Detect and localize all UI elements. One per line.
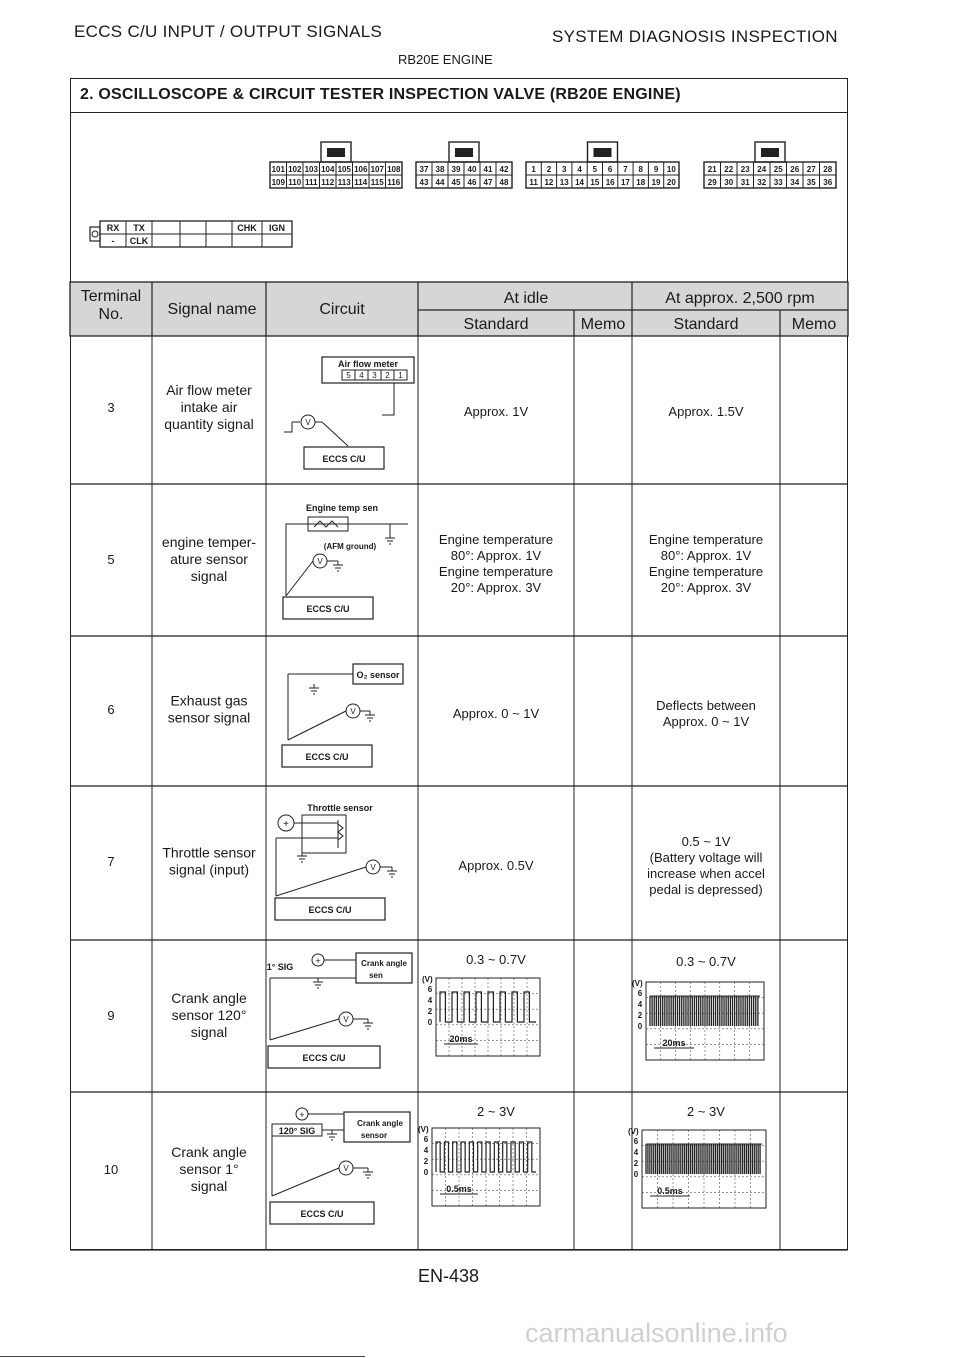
pin-label: 15	[590, 178, 600, 187]
signal-name: signal	[190, 1024, 228, 1040]
idle-standard: 0.3 ~ 0.7V	[466, 952, 526, 967]
scope-tick: 6	[633, 1137, 639, 1146]
signal-name: Crank angle	[171, 990, 247, 1006]
pin-label: 25	[773, 165, 783, 174]
pin-label: 40	[467, 165, 477, 174]
pin-label: 2	[546, 165, 552, 174]
pin-label: 12	[544, 178, 554, 187]
probe-wire	[288, 711, 346, 740]
check-pin-label: TX	[133, 223, 145, 233]
voltmeter-label: V	[317, 557, 323, 566]
pin-label: 48	[499, 178, 509, 187]
connector-tab-fill	[327, 148, 345, 157]
pin-label: 20	[666, 178, 676, 187]
pin-label: 1	[531, 165, 536, 174]
rpm-standard: (Battery voltage will	[649, 850, 763, 865]
connector-1-20	[526, 142, 679, 188]
terminal-no: 10	[103, 1162, 119, 1177]
plus-label: +	[283, 819, 289, 830]
section-title: 2. OSCILLOSCOPE & CIRCUIT TESTER INSPECTION VALVE (RB20E ENGINE)	[80, 86, 681, 103]
pin-label: 19	[651, 178, 661, 187]
rpm-standard: pedal is depressed)	[649, 882, 763, 897]
probe-wire	[322, 422, 348, 446]
header-rpm-memo: Memo	[791, 316, 837, 333]
pin-label: 10	[666, 165, 676, 174]
afm-pin-label: 4	[359, 371, 364, 380]
idle-standard: Approx. 0.5V	[458, 858, 534, 873]
idle-standard: Engine temperature	[438, 564, 554, 579]
idle-standard: 20°: Approx. 3V	[450, 580, 542, 595]
voltmeter-label: V	[343, 1164, 349, 1173]
pin-label: 44	[435, 178, 445, 187]
afm-label: Air flow meter	[337, 359, 399, 369]
sig1-label: 1° SIG	[266, 962, 294, 972]
ecu-label: ECCS C/U	[322, 454, 366, 464]
signal-name: signal	[190, 1178, 228, 1194]
idle-standard: Approx. 0 ~ 1V	[452, 706, 540, 721]
crank-label: Crank angle	[361, 959, 407, 968]
pin-label: 113	[337, 178, 351, 187]
connector-tab-fill	[455, 148, 473, 157]
sig120-label: 120° SIG	[278, 1126, 316, 1136]
scope-tick: 6	[637, 989, 643, 998]
ecu-label: ECCS C/U	[302, 1053, 346, 1063]
check-pin-label: -	[111, 236, 115, 246]
pin-label: 22	[724, 165, 734, 174]
afm-pin-label: 2	[385, 371, 390, 380]
scope-tick: 4	[423, 1146, 429, 1155]
pin-label: 107	[370, 165, 384, 174]
pin-label: 9	[653, 165, 659, 174]
plus-label: +	[299, 1110, 305, 1120]
scope-tick: 0	[633, 1170, 639, 1179]
voltmeter-label: V	[370, 863, 376, 872]
idle-standard: 2 ~ 3V	[477, 1104, 515, 1119]
scope-tick: 2	[633, 1159, 639, 1168]
temp-label: Engine temp sen	[305, 503, 379, 513]
afm-pin-label: 5	[346, 371, 351, 380]
rpm-standard: Approx. 1.5V	[668, 404, 744, 419]
signal-name: quantity signal	[164, 416, 254, 432]
pin-label: 35	[806, 178, 816, 187]
check-pin-label: CHK	[237, 223, 257, 233]
pin-label: 42	[499, 165, 509, 174]
pin-label: 109	[271, 178, 285, 187]
pin-label: 7	[623, 165, 628, 174]
plus-label: +	[315, 956, 321, 966]
scope-time-label: 20ms	[662, 1038, 686, 1048]
pin-label: 101	[271, 165, 285, 174]
afm-pin-label: 1	[398, 371, 403, 380]
rpm-standard: increase when accel	[647, 866, 765, 881]
rpm-standard: 20°: Approx. 3V	[660, 580, 752, 595]
probe-wire	[276, 867, 366, 896]
throttle-sensor-box	[302, 815, 346, 853]
pin-label: 114	[354, 178, 368, 187]
signal-name: signal	[190, 568, 228, 584]
pin-label: 6	[607, 165, 613, 174]
pin-label: 103	[304, 165, 318, 174]
pin-label: 8	[638, 165, 643, 174]
pin-label: 104	[321, 165, 335, 174]
probe-wire	[270, 1019, 339, 1040]
ecu-label: ECCS C/U	[300, 1209, 344, 1219]
pin-label: 45	[451, 178, 461, 187]
pin-label: 11	[529, 178, 538, 187]
pin-label: 13	[559, 178, 569, 187]
terminal-no: 6	[107, 702, 115, 717]
signal-name: sensor 120°	[171, 1007, 247, 1023]
pin-label: 30	[724, 178, 734, 187]
pin-label: 34	[790, 178, 800, 187]
scope-waveform	[436, 1142, 536, 1172]
crank-label: sen	[369, 971, 383, 980]
wire	[284, 422, 292, 432]
afm-signal-wire	[382, 383, 394, 415]
scope-time-label: 20ms	[449, 1034, 473, 1044]
pin-label: 28	[823, 165, 833, 174]
signal-name: signal (input)	[168, 861, 250, 878]
pin-label: 31	[740, 178, 750, 187]
scope-tick: 2	[423, 1157, 429, 1166]
voltmeter-label: V	[343, 1015, 349, 1024]
connector-21-36	[704, 142, 836, 188]
pin-label: 5	[592, 165, 598, 174]
pin-label: 16	[605, 178, 615, 187]
rpm-standard: Deflects between	[656, 698, 756, 713]
pin-label: 106	[354, 165, 368, 174]
pin-label: 4	[577, 165, 582, 174]
probe-wire	[272, 1168, 339, 1196]
ecu-label: ECCS C/U	[305, 752, 349, 762]
terminal-no: 3	[107, 400, 115, 415]
header-left: ECCS C/U INPUT / OUTPUT SIGNALS	[74, 22, 383, 41]
pin-label: 47	[483, 178, 493, 187]
ecu-label: ECCS C/U	[308, 905, 352, 915]
pin-label: 116	[387, 178, 401, 187]
probe-wire	[286, 561, 313, 596]
pin-label: 105	[337, 165, 351, 174]
scope-tick: 0	[427, 1018, 433, 1027]
scope-trace	[422, 975, 540, 1056]
signal-name: ature sensor	[170, 551, 248, 567]
signal-name: sensor 1°	[179, 1161, 239, 1177]
rpm-standard: Engine temperature	[648, 564, 764, 579]
pin-label: 21	[707, 165, 717, 174]
throttle-label: Throttle sensor	[307, 803, 373, 813]
signal-name: Exhaust gas	[170, 692, 248, 709]
check-connector	[90, 221, 292, 247]
signal-name: Crank angle	[171, 1144, 247, 1160]
pin-label: 23	[740, 165, 750, 174]
pin-label: 108	[387, 165, 401, 174]
page-number: EN-438	[418, 1266, 480, 1286]
terminal-no: 7	[107, 854, 115, 869]
pin-label: 27	[806, 165, 816, 174]
scope-time-label: 0.5ms	[446, 1184, 472, 1194]
signal-name: sensor signal	[167, 709, 251, 726]
rpm-standard: 0.3 ~ 0.7V	[676, 954, 736, 969]
pin-label: 3	[562, 165, 567, 174]
header-terminal: Terminal	[80, 288, 142, 305]
rpm-standard: Engine temperature	[648, 532, 764, 547]
pin-label: 110	[288, 178, 302, 187]
connector-tab-fill	[594, 148, 612, 157]
header-signal-name: Signal name	[167, 301, 257, 318]
pin-label: 36	[823, 178, 833, 187]
header-at-idle: At idle	[503, 290, 549, 307]
signal-name: Throttle sensor	[162, 844, 256, 861]
voltmeter-label: V	[350, 707, 356, 716]
header-subtitle: RB20E ENGINE	[398, 52, 493, 67]
afm-ground-label: (AFM ground)	[323, 542, 377, 551]
check-pin-label: IGN	[268, 223, 286, 233]
scope-time-label: 0.5ms	[657, 1186, 683, 1196]
pin-label: 111	[305, 178, 318, 187]
resistor-icon	[338, 824, 343, 840]
header-rpm-standard: Standard	[673, 316, 739, 333]
scope-tick: 4	[427, 996, 433, 1005]
rpm-standard: 0.5 ~ 1V	[681, 834, 731, 849]
pin-label: 38	[435, 165, 445, 174]
pin-label: 102	[288, 165, 302, 174]
pin-label: 33	[773, 178, 783, 187]
scope-tick: 4	[637, 1000, 643, 1009]
header-idle-standard: Standard	[463, 316, 529, 333]
pin-label: 29	[707, 178, 717, 187]
header-terminal-no: No.	[98, 306, 124, 323]
idle-standard: Approx. 1V	[463, 404, 529, 419]
idle-standard: 80°: Approx. 1V	[450, 548, 542, 563]
connector-37-48	[416, 142, 512, 188]
scope-unit: (V)	[418, 1125, 429, 1134]
pin-label: 37	[419, 165, 429, 174]
connector-101-116	[270, 142, 402, 188]
idle-standard: Engine temperature	[438, 532, 554, 547]
bottom-rule	[0, 1356, 365, 1357]
pin-label: 41	[483, 165, 493, 174]
scope-trace	[632, 979, 764, 1060]
ecu-label: ECCS C/U	[306, 604, 350, 614]
pin-label: 112	[321, 178, 335, 187]
voltmeter-label: V	[305, 418, 311, 427]
check-pin-label: CLK	[129, 236, 149, 246]
scope-tick: 2	[427, 1007, 433, 1016]
scope-tick: 6	[427, 985, 433, 994]
crank-sensor-box	[356, 953, 412, 983]
check-connector-hole	[92, 231, 98, 237]
connector-tab-fill	[761, 148, 779, 157]
rpm-standard: 80°: Approx. 1V	[660, 548, 752, 563]
scope-waveform	[440, 992, 536, 1022]
pin-label: 46	[467, 178, 477, 187]
pin-label: 32	[757, 178, 767, 187]
scope-tick: 2	[637, 1011, 643, 1020]
scope-trace	[628, 1127, 766, 1208]
scope-tick: 0	[637, 1022, 643, 1031]
crank2-label: Crank angle	[357, 1119, 403, 1128]
terminal-no: 9	[107, 1008, 115, 1023]
pin-label: 17	[620, 178, 630, 187]
watermark: carmanualsonline.info	[525, 1318, 788, 1348]
pin-label: 14	[575, 178, 585, 187]
scope-trace	[418, 1125, 540, 1206]
check-pin-label: RX	[106, 223, 120, 233]
pin-label: 39	[451, 165, 461, 174]
pin-label: 43	[419, 178, 429, 187]
crank2-label: sensor	[360, 1131, 388, 1140]
signal-name: intake air	[180, 399, 238, 415]
rpm-standard: 2 ~ 3V	[687, 1104, 725, 1119]
pin-label: 26	[790, 165, 800, 174]
header-right: SYSTEM DIAGNOSIS INSPECTION	[552, 27, 838, 46]
scope-tick: 6	[423, 1135, 429, 1144]
pin-label: 24	[757, 165, 767, 174]
scope-tick: 0	[423, 1168, 429, 1177]
o2-label: O₂ sensor	[356, 670, 400, 680]
scope-unit: (V)	[422, 975, 433, 984]
signal-name: Air flow meter	[166, 382, 252, 398]
pin-label: 18	[636, 178, 646, 187]
rpm-standard: Approx. 0 ~ 1V	[662, 714, 750, 729]
header-at-rpm: At approx. 2,500 rpm	[665, 290, 815, 307]
header-circuit: Circuit	[319, 301, 365, 318]
scope-unit: (V)	[628, 1127, 639, 1136]
scope-tick: 4	[633, 1148, 639, 1157]
header-idle-memo: Memo	[580, 316, 626, 333]
scope-unit: (V)	[632, 979, 643, 988]
afm-pin-label: 3	[372, 371, 377, 380]
terminal-no: 5	[107, 552, 115, 567]
pin-label: 115	[370, 178, 384, 187]
signal-name: engine temper-	[161, 534, 257, 550]
